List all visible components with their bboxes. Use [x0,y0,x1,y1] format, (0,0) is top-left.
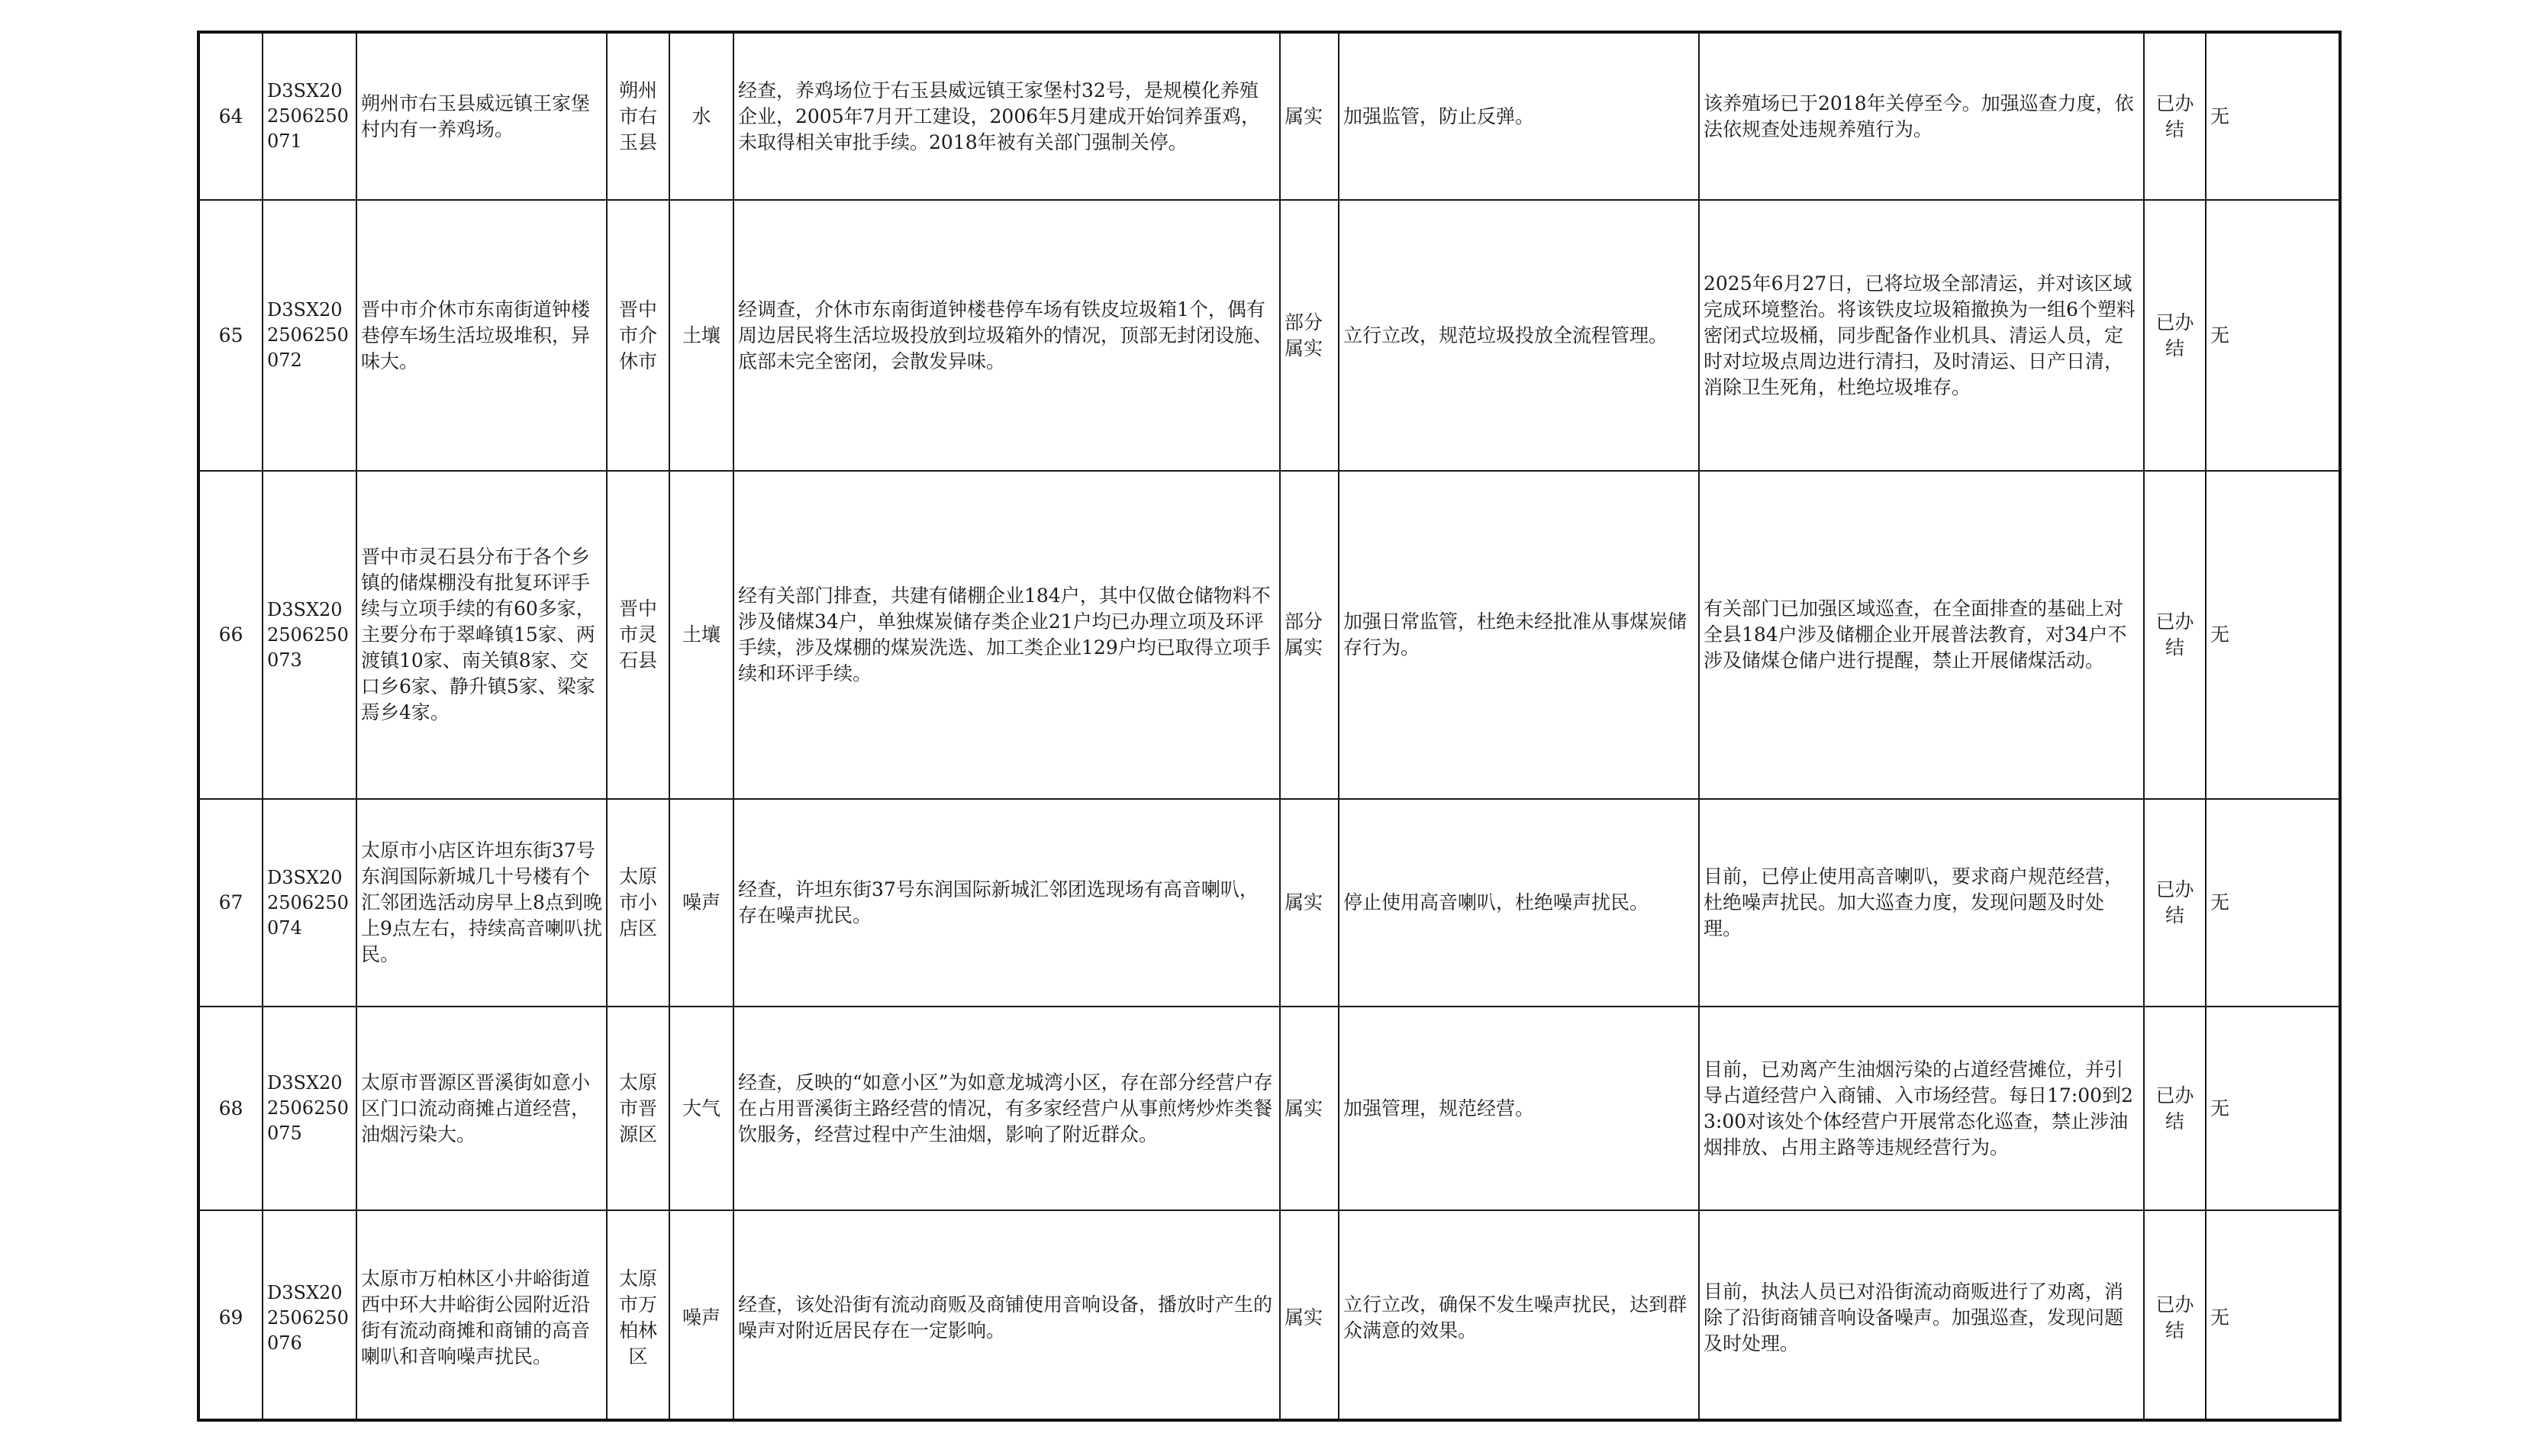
handling-plan: 立行立改，规范垃圾投放全流程管理。 [1339,200,1699,471]
pollution-type: 土壤 [669,471,733,799]
reported-issue: 太原市万柏林区小井峪街道西中环大井峪街公园附近沿街有流动商摊和商铺的高音喇叭和音响噪声扰民。 [356,1210,607,1422]
investigation-finding: 经调查，介休市东南街道钟楼巷停车场有铁皮垃圾箱1个，偶有周边居民将生活垃圾投放到垃圾箱外的情况，顶部无封闭设施、底部未完全密闭，会散发异味。 [733,200,1280,471]
accountability-note: 无 [2206,34,2342,200]
case-number: 67 [200,799,263,1007]
table-row [200,34,2342,200]
reported-issue: 朔州市右玉县威远镇王家堡村内有一养鸡场。 [356,34,607,200]
case-status: 已办结 [2144,200,2206,471]
case-code: D3SX202506250071 [263,34,356,200]
case-status: 已办结 [2144,34,2206,200]
rectification-result: 目前，执法人员已对沿街流动商贩进行了劝离，消除了沿街商铺音响设备噪声。加强巡查，发现问题及时处理。 [1699,1210,2144,1422]
pollution-type: 噪声 [669,1210,733,1422]
case-number: 66 [200,471,263,799]
investigation-finding: 经查，该处沿街有流动商贩及商铺使用音响设备，播放时产生的噪声对附近居民存在一定影响。 [733,1210,1280,1422]
handling-plan: 加强监管，防止反弹。 [1339,34,1699,200]
reported-issue: 太原市小店区许坦东街37号东润国际新城几十号楼有个汇邻团选活动房早上8点到晚上9点左右，持续高音喇叭扰民。 [356,799,607,1007]
administrative-region: 晋中市介休市 [607,200,669,471]
rectification-result: 目前，已停止使用高音喇叭，要求商户规范经营，杜绝噪声扰民。加大巡查力度，发现问题及时处理。 [1699,799,2144,1007]
reported-issue: 晋中市灵石县分布于各个乡镇的储煤棚没有批复环评手续与立项手续的有60多家，主要分布于翠峰镇15家、两渡镇10家、南关镇8家、交口乡6家、静升镇5家、梁家焉乡4家。 [356,471,607,799]
pollution-type: 噪声 [669,799,733,1007]
case-status: 已办结 [2144,799,2206,1007]
rectification-result: 该养殖场已于2018年关停至今。加强巡查力度，依法依规查处违规养殖行为。 [1699,34,2144,200]
accountability-note: 无 [2206,471,2342,799]
table-row [200,1210,2342,1422]
case-code: D3SX202506250075 [263,1007,356,1210]
case-status: 已办结 [2144,1007,2206,1210]
rectification-result: 2025年6月27日，已将垃圾全部清运，并对该区域完成环境整治。将该铁皮垃圾箱撤换为一组6个塑料密闭式垃圾桶，同步配备作业机具、清运人员，定时对垃圾点周边进行清扫，及时清运、日产日清，消除卫生死角，杜绝垃圾堆存。 [1699,200,2144,471]
table-row [200,1007,2342,1210]
pollution-type: 水 [669,34,733,200]
case-code: D3SX202506250076 [263,1210,356,1422]
administrative-region: 太原市小店区 [607,799,669,1007]
case-code: D3SX202506250072 [263,200,356,471]
investigation-finding: 经查，许坦东街37号东润国际新城汇邻团选现场有高音喇叭，存在噪声扰民。 [733,799,1280,1007]
investigation-finding: 经有关部门排查，共建有储棚企业184户，其中仅做仓储物料不涉及储煤34户，单独煤炭储存类企业21户均已办理立项及环评手续，涉及煤棚的煤炭洗选、加工类企业129户均已取得立项手续和环评手续。 [733,471,1280,799]
case-number: 69 [200,1210,263,1422]
administrative-region: 晋中市灵石县 [607,471,669,799]
investigation-finding: 经查，反映的“如意小区”为如意龙城湾小区，存在部分经营户存在占用晋溪街主路经营的情况，有多家经营户从事煎烤炒炸类餐饮服务，经营过程中产生油烟，影响了附近群众。 [733,1007,1280,1210]
reported-issue: 晋中市介休市东南街道钟楼巷停车场生活垃圾堆积，异味大。 [356,200,607,471]
verification-verdict: 属实 [1280,34,1339,200]
case-code: D3SX202506250074 [263,799,356,1007]
rectification-result: 目前，已劝离产生油烟污染的占道经营摊位，并引导占道经营户入商铺、入市场经营。每日17:00到23:00对该处个体经营户开展常态化巡查，禁止涉油烟排放、占用主路等违规经营行为。 [1699,1007,2144,1210]
investigation-finding: 经查，养鸡场位于右玉县威远镇王家堡村32号，是规模化养殖企业，2005年7月开工建设，2006年5月建成开始饲养蛋鸡，未取得相关审批手续。2018年被有关部门强制关停。 [733,34,1280,200]
handling-plan: 加强日常监管，杜绝未经批准从事煤炭储存行为。 [1339,471,1699,799]
accountability-note: 无 [2206,1007,2342,1210]
handling-plan: 加强管理，规范经营。 [1339,1007,1699,1210]
verification-verdict: 属实 [1280,1007,1339,1210]
administrative-region: 太原市晋源区 [607,1007,669,1210]
case-number: 64 [200,34,263,200]
case-table-frame [197,31,2342,1422]
accountability-note: 无 [2206,200,2342,471]
pollution-type: 大气 [669,1007,733,1210]
table-row [200,471,2342,799]
reported-issue: 太原市晋源区晋溪街如意小区门口流动商摊占道经营，油烟污染大。 [356,1007,607,1210]
case-number: 65 [200,200,263,471]
handling-plan: 停止使用高音喇叭，杜绝噪声扰民。 [1339,799,1699,1007]
verification-verdict: 部分属实 [1280,200,1339,471]
administrative-region: 太原市万柏林区 [607,1210,669,1422]
case-status: 已办结 [2144,471,2206,799]
table-row [200,799,2342,1007]
pollution-type: 土壤 [669,200,733,471]
case-table [200,34,2342,1422]
administrative-region: 朔州市右玉县 [607,34,669,200]
rectification-result: 有关部门已加强区域巡查，在全面排查的基础上对全县184户涉及储棚企业开展普法教育，对34户不涉及储煤仓储户进行提醒，禁止开展储煤活动。 [1699,471,2144,799]
table-row [200,200,2342,471]
verification-verdict: 属实 [1280,799,1339,1007]
verification-verdict: 部分属实 [1280,471,1339,799]
handling-plan: 立行立改，确保不发生噪声扰民，达到群众满意的效果。 [1339,1210,1699,1422]
verification-verdict: 属实 [1280,1210,1339,1422]
case-status: 已办结 [2144,1210,2206,1422]
accountability-note: 无 [2206,1210,2342,1422]
case-number: 68 [200,1007,263,1210]
accountability-note: 无 [2206,799,2342,1007]
case-code: D3SX202506250073 [263,471,356,799]
